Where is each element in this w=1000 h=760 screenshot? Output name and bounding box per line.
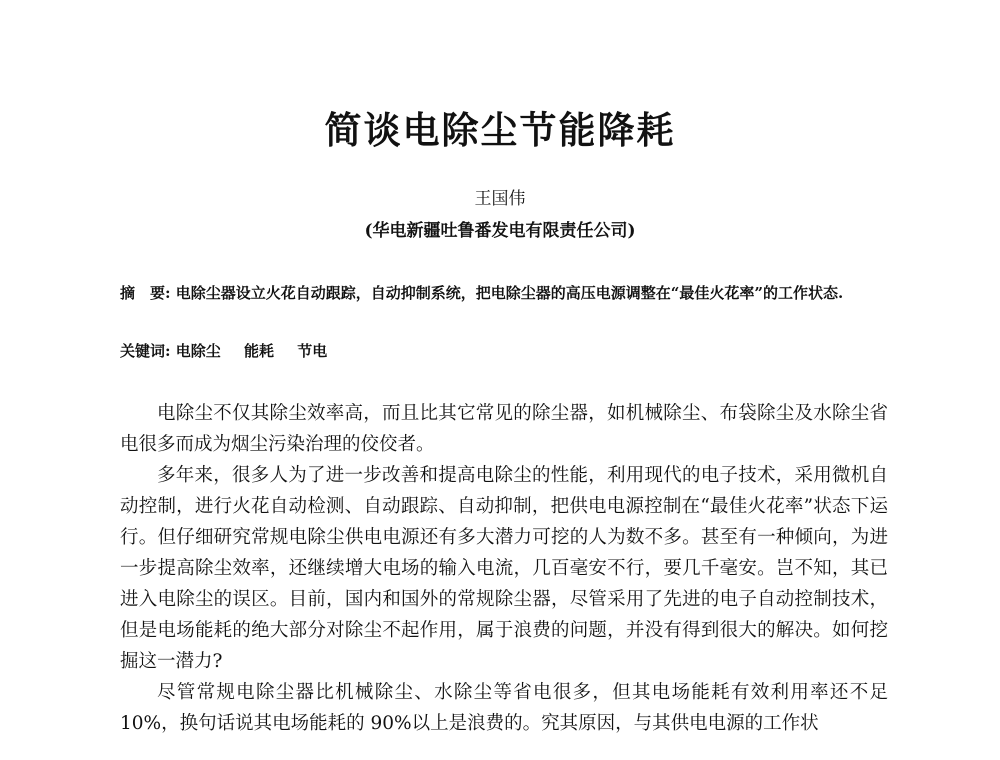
abstract	[120, 278, 900, 309]
body-paragraph: 尽管常规电除尘器比机械除尘、水除尘等省电很多，但其电场能耗有效利用率还不足 10%，换句话说其电场能耗的 90%以上是浪费的。究其原因，与其供电电源的工作状	[120, 682, 888, 734]
author-affiliation: (华电新疆吐鲁番发电有限责任公司)	[364, 221, 636, 241]
abstract-label: 摘 要:	[120, 284, 171, 302]
page-title: 简谈电除尘节能降耗	[324, 109, 676, 152]
keyword: 电除尘	[175, 342, 221, 360]
abstract-text: 电除尘器设立火花自动跟踪，自动抑制系统，把电除尘器的高压电源调整在“最佳火花率”的工作状态.	[170, 284, 844, 302]
body-text	[120, 398, 888, 739]
keyword: 能耗	[244, 342, 275, 360]
body-paragraph: 电除尘不仅其除尘效率高，而且比其它常见的除尘器，如机械除尘、布袋除尘及水除尘省电很多而成为烟尘污染治理的佼佼者。	[120, 403, 888, 455]
keywords-label: 关键词:	[120, 342, 171, 360]
keywords	[120, 340, 900, 361]
author-name: 王国伟	[474, 189, 526, 209]
keyword: 节电	[297, 342, 328, 360]
body-paragraph: 多年来，很多人为了进一步改善和提高电除尘的性能，利用现代的电子技术，采用微机自动控制，进行火花自动检测、自动跟踪、自动抑制，把供电电源控制在“最佳火花率”状态下运行。但仔细研究常规电除尘供电电源还有多大潜力可挖的人为数不多。甚至有一种倾向，为进一步提高除尘效率，还继续增大电场的输入电流，几百毫安不行，要几千毫安。岂不知，其已进入电除尘的误区。目前，国内和国外的常规除尘器，尽管采用了先进的电子自动控制技术，但是电场能耗的绝大部分对除尘不起作用，属于浪费的问题，并没有得到很大的解决。如何挖掘这一潜力?	[120, 465, 888, 672]
